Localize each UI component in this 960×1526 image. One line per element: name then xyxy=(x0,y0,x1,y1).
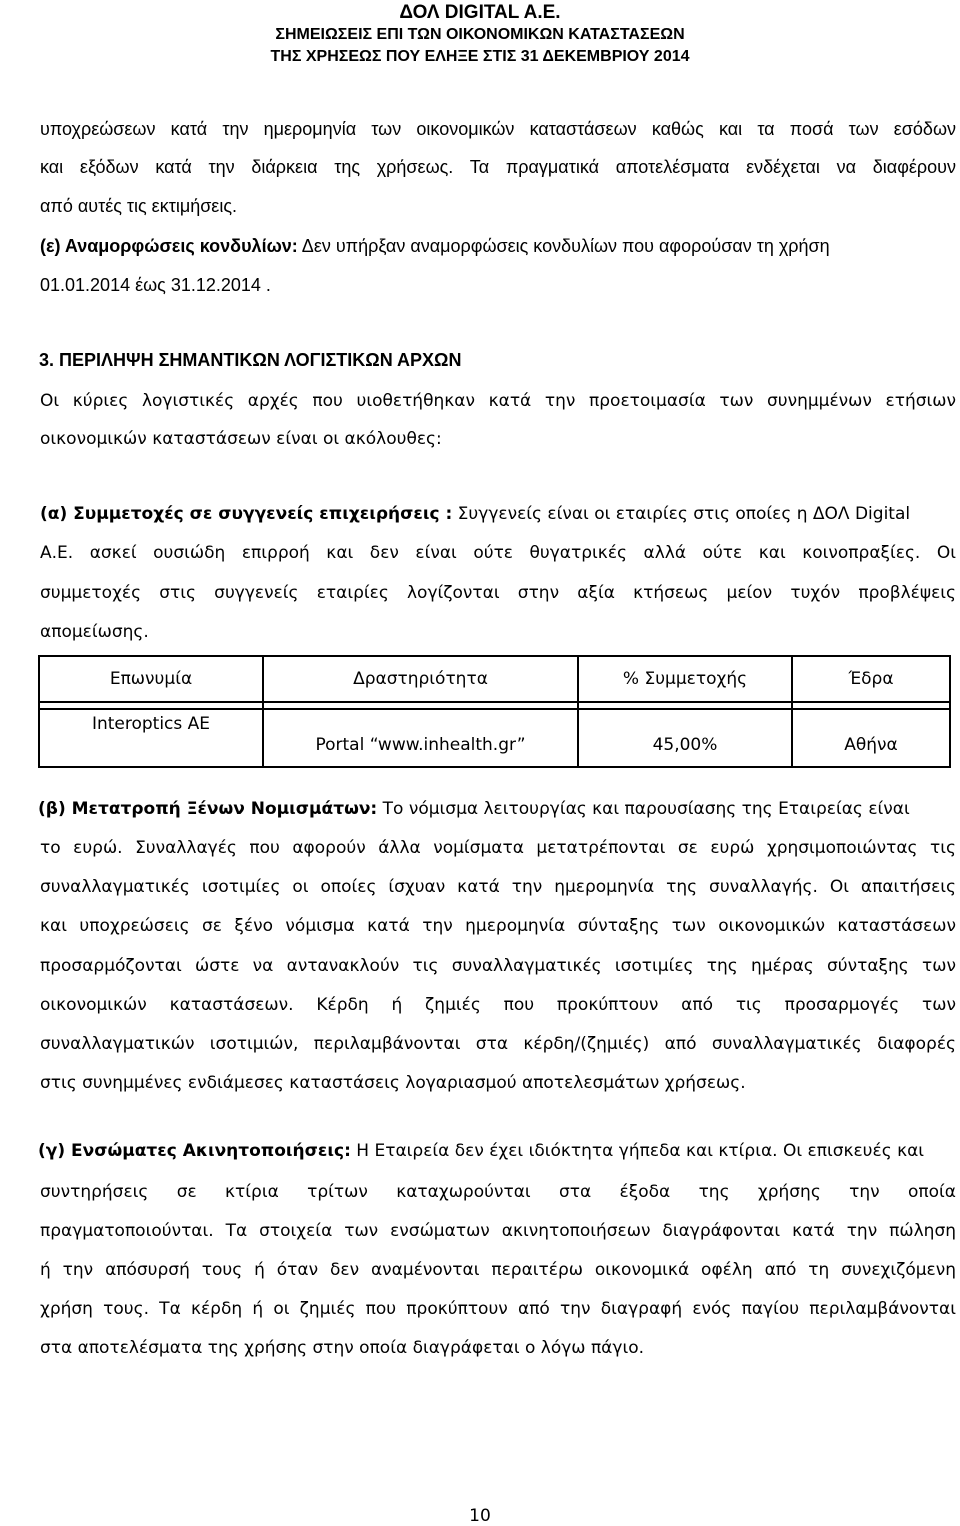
intro-line-1: υποχρεώσεων κατά την ημερομηνία των οικονομικών καταστάσεων καθώς και τα ποσά των εσόδων xyxy=(40,119,956,139)
associates-line-2: Α.Ε. ασκεί ουσιώδη επιρροή και δεν είναι ούτε θυγατρικές αλλά ούτε και κοινοπραξίες. Οι xyxy=(40,543,956,563)
document-header xyxy=(0,2,960,68)
row-share: 45,00% xyxy=(578,709,792,767)
table-header-row xyxy=(39,656,950,702)
associates-line-3: συμμετοχές στις συγγενείς εταιρίες λογίζονται στην αξία κτήσεως μείον τυχόν προβλέψεις xyxy=(40,583,956,603)
currency-line-5: προσαρμόζονται ώστε να αντανακλούν τις συναλλαγματικές ισοτιμίες της ημέρας σύνταξης των xyxy=(40,956,956,976)
associates-text: Συγγενείς είναι οι εταιρίες στις οποίες η ΔΟΛ Digital xyxy=(452,504,911,524)
currency-text: Το νόμισμα λειτουργίας και παρουσίασης της Εταιρείας είναι xyxy=(377,799,910,819)
currency-line-4: και υποχρεώσεις σε ξένο νόμισμα κατά την ημερομηνία σύνταξης των οικονομικών καταστάσεων xyxy=(40,916,956,936)
participations-table xyxy=(38,655,951,768)
associates-line-1 xyxy=(40,503,910,525)
row-name: Interoptics AE xyxy=(39,709,263,767)
fixed-assets-line-5: χρήση τους. Τα κέρδη ή οι ζημιές που προκύπτουν από την διαγραφή ενός παγίου περιλαμβάνονται xyxy=(40,1299,956,1319)
revaluation-line-2: 01.01.2014 έως 31.12.2014 . xyxy=(40,275,271,295)
header-seat: Έδρα xyxy=(792,656,950,702)
section-3-title: 3. ΠΕΡΙΛΗΨΗ ΣΗΜΑΝΤΙΚΩΝ ΛΟΓΙΣΤΙΚΩΝ ΑΡΧΩΝ xyxy=(39,350,462,370)
fixed-assets-line-1 xyxy=(38,1140,924,1162)
fixed-assets-line-4: ή την απόσυρσή τους ή όταν δεν αναμένονται περαιτέρω οικονομικά οφέλη από τη συνεχιζόμενη xyxy=(40,1260,956,1280)
intro-line-2: και εξόδων κατά την διάρκεια της χρήσεως. Τα πραγματικά αποτελέσματα ενδέχεται να διαφέρουν xyxy=(40,157,956,177)
associates-line-4: απομείωσης. xyxy=(40,622,149,642)
company-title: ΔΟΛ DIGITAL A.E. xyxy=(399,2,561,23)
section-3-line-2: οικονομικών καταστάσεων είναι οι ακόλουθες: xyxy=(40,429,442,449)
section-3-line-1: Οι κύριες λογιστικές αρχές που υιοθετήθηκαν κατά την προετοιμασία των συνημμένων ετήσιων xyxy=(40,391,956,411)
revaluation-label: (ε) Αναμορφώσεις κονδυλίων: xyxy=(40,236,298,256)
row-seat: Αθήνα xyxy=(792,709,950,767)
revaluation-line-1 xyxy=(40,235,830,257)
page-number: 10 xyxy=(469,1506,491,1526)
header-share: % Συμμετοχής xyxy=(578,656,792,702)
revaluation-text: Δεν υπήρξαν αναμορφώσεις κονδυλίων που αφορούσαν τη χρήση xyxy=(297,236,830,256)
table-row xyxy=(39,709,950,767)
fixed-assets-text: Η Εταιρεία δεν έχει ιδιόκτητα γήπεδα και κτίρια. Οι επισκευές και xyxy=(350,1141,925,1161)
period-title: ΤΗΣ ΧΡΗΣΕΩΣ ΠΟΥ ΕΛΗΞΕ ΣΤΙΣ 31 ΔΕΚΕΜΒΡΙΟΥ 2014 xyxy=(270,48,690,65)
row-activity: Portal “www.inhealth.gr” xyxy=(263,709,578,767)
associates-label: (α) Συμμετοχές σε συγγενείς επιχειρήσεις : xyxy=(40,504,453,524)
currency-line-1 xyxy=(38,798,910,820)
header-name: Επωνυμία xyxy=(39,656,263,702)
fixed-assets-line-2: συντηρήσεις σε κτίρια τρίτων καταχωρούνται στα έξοδα της χρήσης την οποία xyxy=(40,1182,956,1202)
currency-label: (β) Μετατροπή Ξένων Νομισμάτων: xyxy=(38,799,378,819)
fixed-assets-label: (γ) Ενσώματες Ακινητοποιήσεις: xyxy=(38,1141,351,1161)
header-activity: Δραστηριότητα xyxy=(263,656,578,702)
currency-line-2: το ευρώ. Συναλλαγές που αφορούν άλλα νομίσματα μετατρέπονται σε ευρώ χρησιμοποιώντας τις xyxy=(40,838,956,858)
currency-line-7: συναλλαγματικών ισοτιμιών, περιλαμβάνονται στα κέρδη/(ζημιές) από συναλλαγματικές διαφορές xyxy=(40,1034,956,1054)
currency-line-6: οικονομικών καταστάσεων. Κέρδη ή ζημιές που προκύπτουν από τις προσαρμογές των xyxy=(40,995,956,1015)
fixed-assets-line-3: πραγματοποιούνται. Τα στοιχεία των ενσώματων ακινητοποιήσεων διαγράφονται κατά την πώληση xyxy=(40,1221,956,1241)
fixed-assets-line-6: στα αποτελέσματα της χρήσης στην οποία διαγράφεται ο λόγω πάγιο. xyxy=(40,1338,645,1358)
intro-line-3: από αυτές τις εκτιμήσεις. xyxy=(40,196,238,216)
currency-line-3: συναλλαγματικές ισοτιμίες οι οποίες ίσχυαν κατά την ημερομηνία της συναλλαγής. Οι απαιτήσεις xyxy=(40,877,956,897)
notes-title: ΣΗΜΕΙΩΣΕΙΣ ΕΠΙ ΤΩΝ ΟΙΚΟΝΟΜΙΚΩΝ ΚΑΤΑΣΤΑΣΕΩΝ xyxy=(275,26,685,43)
currency-line-8: στις συνημμένες ενδιάμεσες καταστάσεις λογαριασμού αποτελεσμάτων χρήσεως. xyxy=(40,1073,746,1093)
